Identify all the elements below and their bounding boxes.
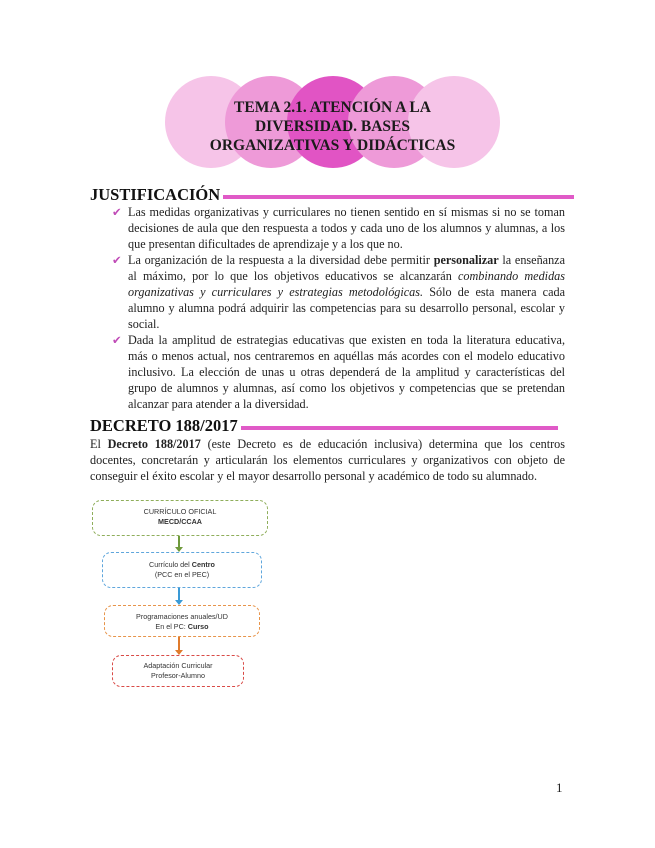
justification-list: [112, 204, 565, 412]
curriculum-flowchart: [86, 494, 276, 690]
decreto-paragraph: [90, 436, 565, 484]
list-item-text: Dada la amplitud de estrategias educativas que existen en toda la literatura educativa, más o menos actual, nos centraremos en aquéllas más acordes con el modelo educativo inclusivo. La elección de unas u otras dependerá de la amplitud y características del grupo de alumnos y alumnas, así como los objetivos y competencias que se pretendan alcanzar para atender a la diversidad.: [128, 333, 565, 411]
checkmark-icon: ✔: [112, 205, 122, 219]
paragraph-text: (este Decreto es de educación inclusiva) determina que los centros docentes, concretarán y articularán los elementos curriculares y organizativos con objeto de conseguir el éxito escolar y el mayor desarrollo personal y académico de todo su alumnado.: [90, 437, 565, 483]
list-item-text: la enseñanza al máximo, por lo que los objetivos educativos se alcanzarán: [128, 253, 565, 283]
list-item: [112, 252, 565, 332]
heading-underline-bar: [241, 426, 558, 430]
section-heading-decreto: [90, 414, 558, 436]
paragraph-text: El: [90, 437, 108, 451]
flow-box-text: Adaptación Curricular: [143, 661, 213, 670]
flow-box-text: Centro: [191, 560, 215, 569]
arrow-down-icon: [178, 536, 180, 548]
emphasis-italic: combinando medidas organizativas y curriculares y estrategias metodológicas.: [128, 269, 566, 299]
heading-underline-bar: [223, 195, 574, 199]
emphasis-bold: Decreto 188/2017: [107, 437, 201, 451]
flow-box-text: Programaciones anuales/UD: [136, 612, 228, 621]
list-item: [112, 332, 565, 412]
flow-box-text: Curso: [187, 622, 209, 631]
flow-box-text: Currículo del: [149, 560, 192, 569]
list-item-text: Sólo de esta manera cada alumno y alumna podrá adquirir las competencias para su desarrollo personal, escolar y social.: [128, 285, 565, 331]
flow-box-curriculo-oficial: [92, 500, 268, 536]
flow-box-text: CURRÍCULO OFICIAL: [143, 507, 217, 516]
flow-box-text: Profesor-Alumno: [151, 671, 205, 680]
flow-box-text: MECD/CCAA: [158, 517, 202, 526]
flow-box-programaciones: [104, 605, 260, 637]
section-heading-text: JUSTIFICACIÓN: [90, 185, 221, 204]
emphasis-bold: personalizar: [433, 253, 499, 267]
checkmark-icon: ✔: [112, 253, 122, 267]
flow-box-adaptacion: [112, 655, 244, 687]
arrow-down-icon: [178, 637, 180, 651]
title-line: DIVERSIDAD. BASES: [254, 118, 411, 135]
section-heading-justificacion: [90, 183, 574, 205]
checkmark-icon: ✔: [112, 333, 122, 347]
list-item-text: La organización de la respuesta a la diversidad debe permitir: [128, 253, 434, 267]
arrow-down-icon: [178, 588, 180, 601]
title-line: TEMA 2.1. ATENCIÓN A LA: [234, 99, 431, 116]
flow-box-text: (PCC en el PEC): [154, 570, 210, 579]
list-item-text: Las medidas organizativas y curriculares no tienen sentido en sí mismas si no se toman decisiones de aula que den respuesta a todos y cada uno de los alumnos y alumnas, a los que presentan dificultades de aprendizaje y a los que no.: [128, 205, 565, 251]
section-heading-text: DECRETO 188/2017: [90, 416, 238, 435]
title-line: ORGANIZATIVAS Y DIDÁCTICAS: [209, 137, 456, 154]
page-number: 1: [556, 780, 563, 795]
list-item: [112, 204, 565, 252]
flow-box-curriculo-centro: [102, 552, 262, 588]
page-title: [165, 98, 500, 155]
flow-box-text: En el PC:: [155, 622, 188, 631]
